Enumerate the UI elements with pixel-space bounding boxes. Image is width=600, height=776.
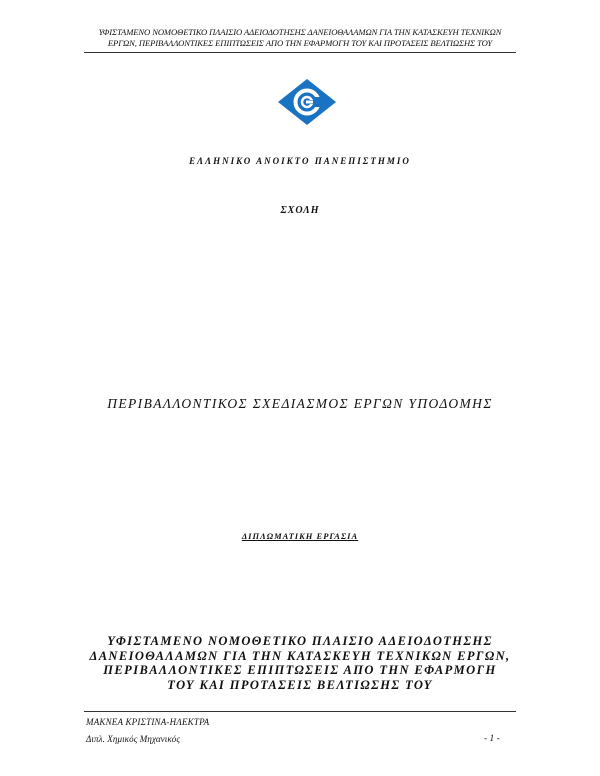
thesis-type-label: ΔΙΠΛΩΜΑΤΙΚΗ ΕΡΓΑΣΙΑ bbox=[241, 531, 359, 541]
footer-divider bbox=[84, 711, 516, 712]
school-label: ΣΧΟΛΗ bbox=[280, 205, 320, 216]
thesis-title-line: ΠΕΡΙΒΑΛΛΟΝΤΙΚΕΣ ΕΠΙΠΤΩΣΕΙΣ ΑΠΟ ΤΗΝ ΕΦΑΡΜΟΓΗ bbox=[103, 663, 497, 678]
thesis-title-line: ΤΟΥ ΚΑΙ ΠΡΟΤΑΣΕΙΣ ΒΕΛΤΙΩΣΗΣ ΤΟΥ bbox=[167, 677, 433, 692]
thesis-title bbox=[60, 634, 540, 692]
program-name: ΠΕΡΙΒΑΛΛΟΝΤΙΚΟΣ ΣΧΕΔΙΑΣΜΟΣ ΕΡΓΩΝ ΥΠΟΔΟΜΗΣ bbox=[107, 396, 493, 411]
author-name: ΜΑΚΝΕΑ ΚΡΙΣΤΙΝΑ-ΗΛΕΚΤΡΑ bbox=[86, 717, 210, 727]
university-logo-icon bbox=[277, 78, 337, 126]
author-degree: Διπλ. Χημικός Μηχανικός bbox=[86, 734, 181, 744]
running-header-line-2: ΕΡΓΩΝ, ΠΕΡΙΒΑΛΛΟΝΤΙΚΕΣ ΕΠΙΠΤΩΣΕΙΣ ΑΠΟ ΤΗΝ ΕΦΑΡΜΟΓΗ ΤΟΥ ΚΑΙ ΠΡΟΤΑΣΕΙΣ ΒΕΛΤΙΩΣΗΣ ΤΟΥ bbox=[107, 38, 493, 48]
page-number: - 1 - bbox=[484, 734, 500, 744]
university-name: ΕΛΛΗΝΙΚΟ ΑΝΟΙΚΤΟ ΠΑΝΕΠΙΣΤΗΜΙΟ bbox=[189, 156, 411, 166]
header-divider bbox=[84, 52, 516, 53]
running-header-line-1: ΥΦΙΣΤΑΜΕΝΟ ΝΟΜΟΘΕΤΙΚΟ ΠΛΑΙΣΙΟ ΑΔΕΙΟΔΟΤΗΣΗΣ ΔΑΝΕΙΟΘΑΛΑΜΩΝ ΓΙΑ ΤΗΝ ΚΑΤΑΣΚΕΥΗ ΤΕΧΝΙΚΩΝ bbox=[98, 27, 502, 37]
thesis-title-line: ΔΑΝΕΙΟΘΑΛΑΜΩΝ ΓΙΑ ΤΗΝ ΚΑΤΑΣΚΕΥΗ ΤΕΧΝΙΚΩΝ ΕΡΓΩΝ, bbox=[89, 648, 511, 663]
running-header bbox=[80, 27, 520, 49]
thesis-title-line: ΥΦΙΣΤΑΜΕΝΟ ΝΟΜΟΘΕΤΙΚΟ ΠΛΑΙΣΙΟ ΑΔΕΙΟΔΟΤΗΣΗΣ bbox=[107, 634, 493, 648]
